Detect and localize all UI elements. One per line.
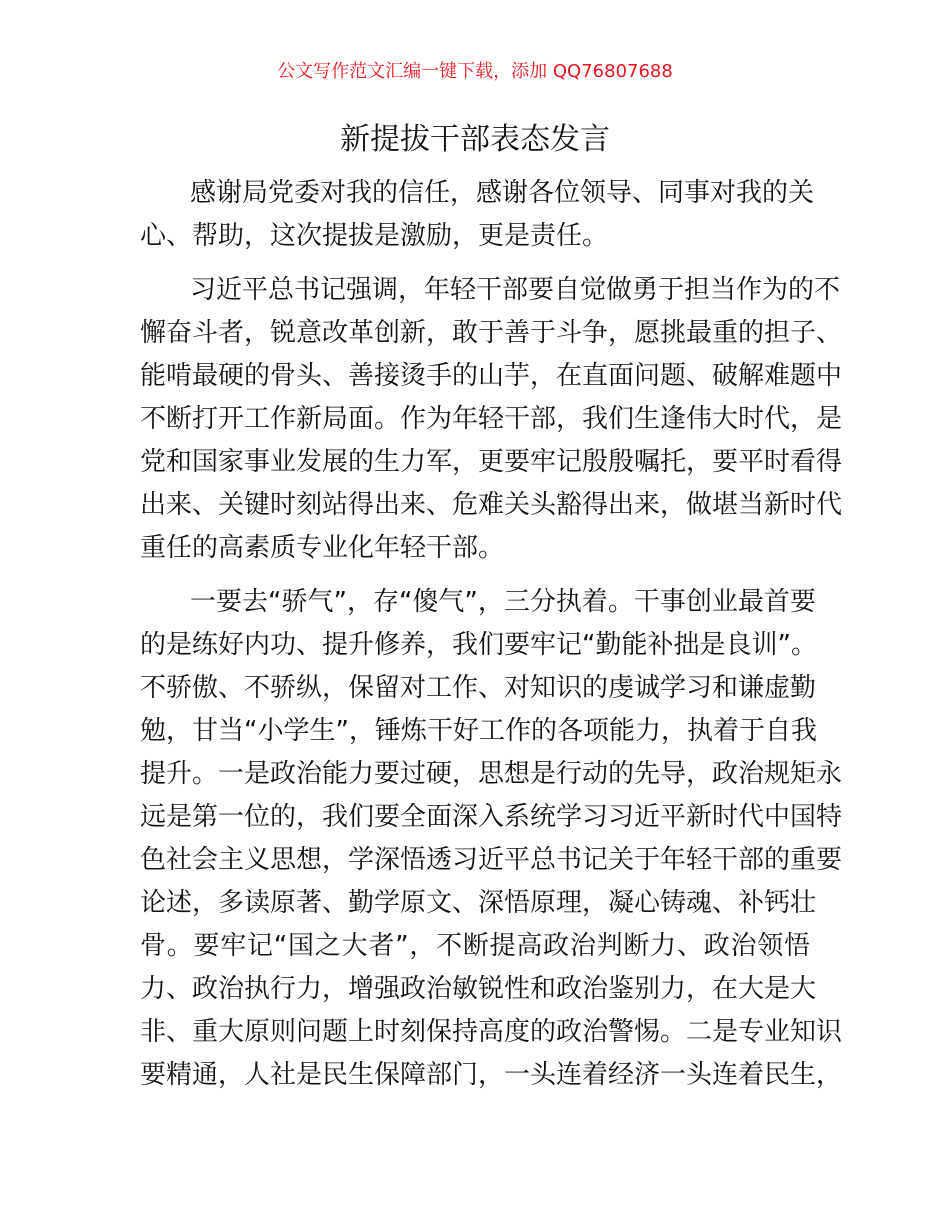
text-line: 心、帮助，这次提拔是激励，更是责任。 xyxy=(140,221,609,251)
text-line: 要精通，人社是民生保障部门，一头连着经济一头连着民生， xyxy=(140,1060,843,1090)
text-line: 论述，多读原著、勤学原文、深悟原理，凝心铸魂、补钙壮 xyxy=(140,888,817,918)
paragraph xyxy=(140,172,815,258)
text-line: 提升。一是政治能力要过硬，思想是行动的先导，政治规矩永 xyxy=(140,759,843,789)
text-line: 的是练好内功、提升修养，我们要牢记“勤能补拙是良训”。 xyxy=(140,630,817,660)
text-line: 党和国家事业发展的生力军，更要牢记殷殷嘱托，要平时看得 xyxy=(140,447,843,477)
text-line: 勉，甘当“小学生”，锤炼干好工作的各项能力，执着于自我 xyxy=(140,716,817,746)
document-body xyxy=(140,172,843,1108)
paragraph xyxy=(140,269,843,570)
text-line: 一要去“骄气”，存“傻气”，三分执着。干事创业最首要 xyxy=(190,587,816,617)
text-line: 懈奋斗者，锐意改革创新，敢于善于斗争，愿挑最重的担子、 xyxy=(140,318,843,348)
text-line: 不骄傲、不骄纵，保留对工作、对知识的虔诚学习和谦虚勤 xyxy=(140,673,817,703)
paragraph xyxy=(140,581,843,1097)
text-line: 感谢局党委对我的信任，感谢各位领导、同事对我的关 xyxy=(190,178,815,208)
document-title: 新提拔干部表态发言 xyxy=(340,122,610,157)
text-line: 力、政治执行力，增强政治敏锐性和政治鉴别力，在大是大 xyxy=(140,974,817,1004)
text-line: 重任的高素质专业化年轻干部。 xyxy=(140,533,505,563)
text-line: 出来、关键时刻站得出来、危难关头豁得出来，做堪当新时代 xyxy=(140,490,843,520)
download-banner: 公文写作范文汇编一键下载，添加 QQ76807688 xyxy=(277,61,673,82)
text-line: 骨。要牢记“国之大者”，不断提高政治判断力、政治领悟 xyxy=(140,931,810,961)
text-line: 能啃最硬的骨头、善接烫手的山芋，在直面问题、破解难题中 xyxy=(140,361,843,391)
text-line: 习近平总书记强调，年轻干部要自觉做勇于担当作为的不 xyxy=(190,275,841,305)
text-line: 远是第一位的，我们要全面深入系统学习习近平新时代中国特 xyxy=(140,802,843,832)
text-line: 不断打开工作新局面。作为年轻干部，我们生逢伟大时代，是 xyxy=(140,404,843,434)
text-line: 色社会主义思想，学深悟透习近平总书记关于年轻干部的重要 xyxy=(140,845,843,875)
text-line: 非、重大原则问题上时刻保持高度的政治警惕。二是专业知识 xyxy=(140,1017,843,1047)
